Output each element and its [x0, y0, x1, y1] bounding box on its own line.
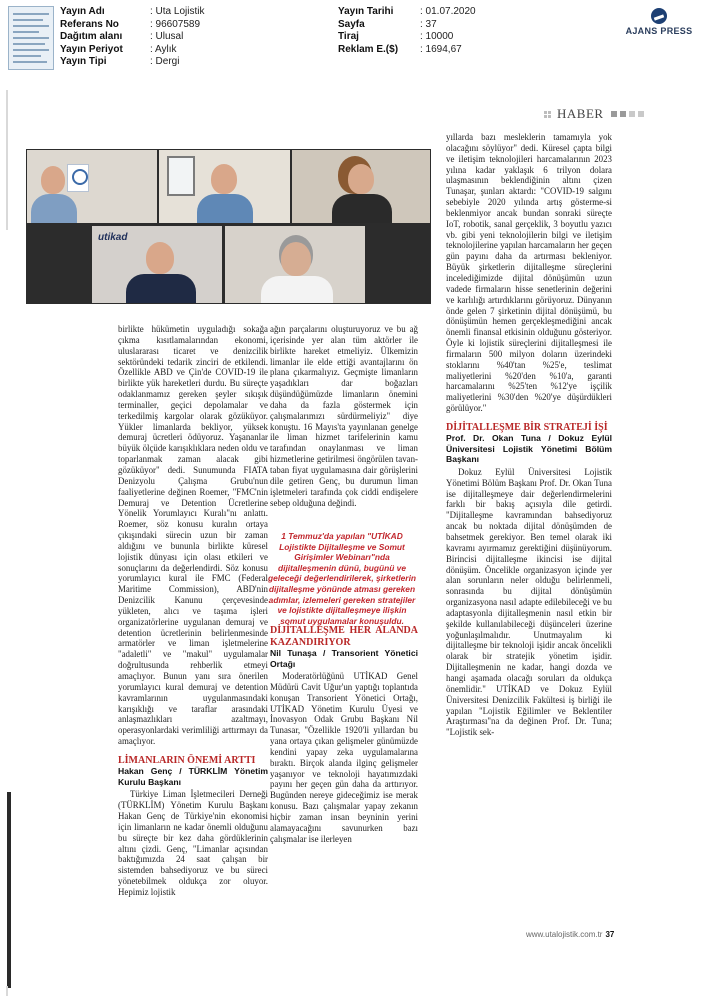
square-icon [638, 111, 644, 117]
clipping-header [0, 0, 704, 84]
person-head [146, 242, 174, 274]
participant-tile [292, 150, 430, 223]
participant-tile [159, 150, 290, 223]
article-column-2-lower [270, 625, 418, 845]
paragraph: Moderatörlüğünü UTİKAD Genel Müdürü Cavit Uğur'un yaptığı toplantıda konuşan Transorient Yönetici Ortağı, UTİKAD Yönetim Kurulu Üyesi ve İnovasyon Odak Grubu Başkanı Nil Tunasar, "Özellikle 1920'li yıllardan bu yana ortaya çıkan gelişmeler günümüzde kendini yapay zeka uygulamalarına bıraktı. Birçok alanda ilginç gelişmeler yaşanıyor ve teknoloji hayatımızdaki payını her geçen gün daha da arttırıyor. Bugünden nereye gideceğimiz ise merak konusu. Bazı çalışmalar yapay zekanın hiçbir zaman insan beyninin yerini alamayacağını savunurken bazı çalışmalar ise ilerleyen [270, 671, 418, 844]
square-icon [611, 111, 617, 117]
person-head [281, 242, 311, 276]
ajans-press-logo [622, 8, 696, 36]
meta-row: Referans No : 96607589 [60, 18, 201, 30]
utikad-logo: utikad [98, 232, 128, 243]
magazine-page [0, 84, 704, 1000]
meta-row: Tiraj : 10000 [338, 31, 454, 43]
participant-tile [92, 226, 222, 303]
globe-icon [651, 8, 667, 24]
speaker-byline: Nil Tunaşa / Transorient Yönetici Ortağı [270, 648, 418, 669]
paragraph: ağın parçalarını oluşturuyoruz ve bu ağ içerisinde yer alan tüm aktörler ile birlikte hareket etmeliyiz. Ülkemizin limanlar ile elde ettiği avantajlarını ön plana çıkarmalıyız. Geçmişte limanların yaşadıkları dar boğazları düşündüğümüzde limanların önemini daha da fazla göstermek için çalışmalarımızı sürdürmeliyiz" diye konuştu. 16 Mayıs'ta yayınlanan genelge ile liman hizmet tarifelerinin kamu tarafından onaylanması ve liman hizmetlerine getirilmesi öngörülen tavan-taban fiyat uygulamasına dair görüşlerini dile getiren Genç, bu durumun liman işletmeleri tarafında çok ciddi endişelere sebep olduğuna değindi. [270, 324, 418, 508]
speaker-byline: Hakan Genç / TÜRKLİM Yönetim Kurulu Başkanı [118, 766, 268, 787]
paragraph: Türkiye Liman İşletmecileri Derneği (TÜRKLİM) Yönetim Kurulu Başkanı Hakan Genç de Türkiye'nin ekonomisi için limanların ne kadar önemli olduğunu bu süreçte bir kez daha gördüklerinin altını çizdi. Genç, "Limanlar açısından baktığımızda 24 saat çalışan bir sistemden bahsediyoruz ve bu süreci yönetebilmek oldukça zor oluyor. Hepimiz lojistik [118, 789, 268, 897]
section-label-text: HABER [557, 106, 604, 121]
margin-bar [7, 792, 11, 988]
article-column-3 [446, 132, 612, 738]
publication-meta-right [338, 6, 476, 56]
meta-row: Dağıtım alanı : Ulusal [60, 31, 184, 43]
meta-row: Reklam E.($) : 1694,67 [338, 43, 462, 55]
section-label [544, 106, 644, 122]
square-icon [620, 111, 626, 117]
participant-tile [225, 226, 365, 303]
window-shape [167, 156, 195, 196]
meta-row: Yayın Periyot : Aylık [60, 43, 177, 55]
article-column-1 [118, 324, 268, 898]
person-head [41, 166, 65, 194]
paragraph: yıllarda bazı mesleklerin tamamıyla yok olacağını söylüyor" dedi. Küresel çapta bilgi ve iletişim teknolojileri harcamalarının 2023 yılına kadar yaklaşık 6 trilyon dolara ulaşmasının beklendiğinin altını çizen Tunaşar, şunları aktardı: "COVID-19 salgını sebebiyle 2020 yılında artış gösterme-si beklenmiyor ancak bundan sonraki süreçte IoT, robotik, sanal gerçeklik, 3 boyutlu yazıcı vb. gibi yeni teknolojilerin bilgi ve iletişim teknolojilerine yapılan harcamaların her geçen gün payını daha da artırması bekleniyor. Büyük şirketlerin dijitalleşme süreçlerini incelediğimizde dijital dönüşümün uzun vadede firmaların hisse senetlerinin değerini ve karlılığı artırdıklarını görüyoruz. Dünyanın önde gelen 7 şirketinin dijital dönüşümü, bu dönüşümün hemen gerçekleşmediğini ancak önemli finansal etkisinin olduğunu gösteriyor. Öyle ki lojistik süreçlerini dijitalleşmesi ile firmaların 500 milyon doların üzerindeki stoklarını %40'tan %25'e, teslimat maliyetlerini %20'den %10'a, garanti harcamalarını %25'ten %12'ye işçilik maliyetlerini %30'den %20'ye düşürdükleri görülüyor." [446, 132, 612, 414]
person-body [261, 276, 333, 303]
page-footer [526, 930, 614, 939]
person-body [197, 194, 253, 223]
paragraph: Dokuz Eylül Üniversitesi Lojistik Yönetimi Bölüm Başkanı Prof. Dr. Okan Tuna ise dijitalleşmeye dair değerlendirmelerini farklı bir bakış açısıyla dile getirdi. "Dijitalleşme kavramından bahsediyoruz ancak bu noktada dijital dönüşümden de bahsetmek gerekiyor. Ben temel olarak iki kavramı ayırmamız gerektiğini düşünüyorum. Birincisi dijitalleşme ikincisi ise dijital dönüşüm. Öncelikle organizasyon içinde yer alan sorunların neler olduğu belirlenmeli, sonrasında bu dijital dönüşümün organizasyona nasıl adapte edilebileceği ve bu adaptasyonla dijitalleşmenin nasıl etkin bir şekilde kullanılabileceği düşünceleri üzerine yoğunlaşılmalıdır. Unutmayalım ki dijitalleşme bir teknoloji işidir ancak öncelikli olarak bir stratejik yönetim işidir. Dijitalleşmenin ne kadar, hangi dozda ve hangi aşamada olacağı soruları da oldukça önemlidir." UTİKAD ve Dokuz Eylül Üniversitesi Denizcilik Fakültesi iş birliği ile yapılan "Lojistik Eğilimler ve Beklentiler Araştırması"na da değinen Prof. Dr. Tuna; "Lojistik sek- [446, 466, 612, 738]
article-column-2 [270, 324, 418, 508]
meta-row: Yayın Adı : Uta Lojistik [60, 6, 205, 17]
margin-rule [6, 90, 8, 230]
banner-logo-icon [67, 164, 89, 192]
paragraph: birlikte hükümetin uyguladığı sokağa çıkma kısıtlamalarından ekonomi, uluslararası ticaret ve denizcilik sektöründeki tedarik zinciri de etkilendi. Özellikle ABD ve Çin'de COVID-19 ile birlikte yük hareketleri durdu. Bu süreçte odaklanmamız gereken şeyler sıkışık terminaller, geçici depolamalar ve terkedilmiş kargolar olarak gözüküyor. Yükler limanlarda bekliyor, yüksek demuraj ücretleri ödüyoruz. Yaşananlar büyük ölçüde karışıklıklara neden oldu ve toparlanmak zaman alacak gibi gözüküyor" dedi. Sunumunda FIATA Denizyolu Çalışma Grubu'nun faaliyetlerine değinen Roemer, "FMC'nin Demuraj ve Detention Ücretlerine Yönelik Yorumlayıcı Kuralı"nı anlattı. Roemer, söz konusu kuralın ortaya çıkışındaki sürecin uzun bir zaman aldığını ve bununla birlikte küresel lojistik dünyası için olası etkileri ve sonuçlarını da değerlendirdi. Söz konusu yorumlayıcı kural ile FMC (Federal Maritime Commission), ABD'nin Denizcilik Kanunu çerçevesinde yükleten, alıcı ve taşıma işleri organizatörlerine uygulanan demuraj ve detention ücretlerinin belirlenmesinde armatörler ve liman işletmelerine "adaletli" ve "makul" uygulamalar doğrultusunda rehberlik etmeyi amaçlıyor. Bunun yanı sıra önerilen yorumlayıcı kural demuraj ve detention kavramlarının uygulanmasındaki karışıklığı ve taraflar arasındaki anlaşmazlıkları azaltmayı, operasyonlardaki verimliliği arttırmayı da amaçlıyor. [118, 324, 268, 747]
person-body [126, 274, 196, 303]
square-icon [629, 111, 635, 117]
subheading: DİJİTALLEŞME HER ALANDA KAZANDIRIYOR [270, 625, 418, 648]
page-number: 37 [605, 930, 615, 939]
meta-row: Sayfa : 37 [338, 18, 437, 30]
publication-meta-left [60, 6, 204, 69]
clipping-thumbnail[interactable] [8, 6, 54, 70]
ajans-press-name: AJANS PRESS [625, 26, 693, 36]
pull-quote: 1 Temmuz'da yapılan "UTİKAD Lojistikte Dijitalleşme ve Somut Girişimler Webinarı"nda dijitalleşmenin dünü, bugünü ve geleceği değerlendirilerek, şirketlerin dijitalleşme yönünde atması gereken adımlar, izlemeleri gereken stratejiler ve lojistikte dijitalleşmeye ilişkin somut uygulamalar konuşuldu. [267, 531, 417, 626]
grid-dots-icon [544, 111, 551, 118]
person-head [348, 164, 374, 194]
meta-row: Yayın Tarihi : 01.07.2020 [338, 6, 476, 17]
margin-rule [6, 986, 8, 996]
person-head [211, 164, 237, 194]
person-body [332, 194, 392, 223]
participant-tile [27, 150, 157, 223]
speaker-byline: Prof. Dr. Okan Tuna / Dokuz Eylül Üniversitesi Lojistik Yönetimi Bölüm Başkanı [446, 433, 612, 465]
person-body [31, 194, 77, 223]
subheading: LİMANLARIN ÖNEMİ ARTTI [118, 754, 256, 766]
subheading: DİJİTALLEŞME BİR STRATEJİ İŞİ [446, 421, 608, 433]
meta-row: Yayın Tipi : Dergi [60, 56, 180, 68]
footer-url[interactable]: www.utalojistik.com.tr [526, 930, 603, 939]
video-conference-photo [26, 149, 431, 304]
